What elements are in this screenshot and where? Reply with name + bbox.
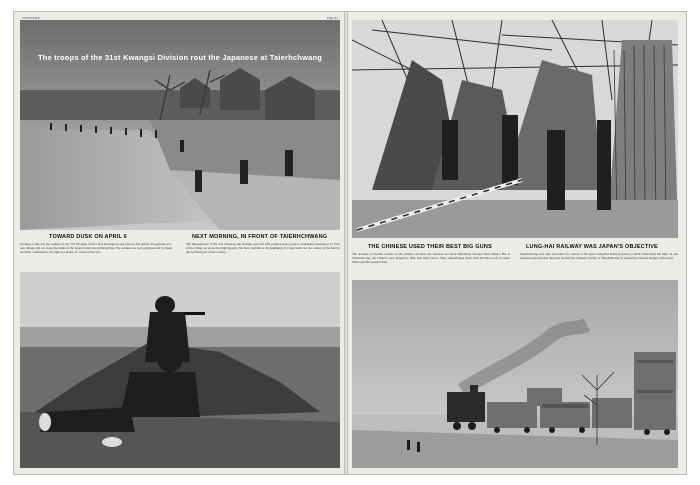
right-page: [348, 12, 686, 474]
left-page: [14, 12, 346, 474]
photo-big-guns: [352, 20, 678, 238]
caption-title-railway: LUNG-HAI RAILWAY WAS JAPAN'S OBJECTIVE: [526, 244, 658, 250]
photo-foxhole-soldiers: [20, 272, 340, 468]
magazine-spread: [14, 12, 686, 474]
caption-body-big-guns: The arsenals of modern warfare in the artillery and how the Japanese are more effectively stronger than China's. But at Taierhchwang, the Chinese were helped by their best field pieces. They camouflaged them with thatched roofs to make them look like peasant huts.: [352, 252, 510, 264]
folio-right: Page 61: [326, 16, 338, 20]
main-headline: The troops of the 31st Kwangsi Division rout the Japanese at Taierhchwang: [37, 53, 323, 62]
caption-title-big-guns: THE CHINESE USED THEIR BEST BIG GUNS: [368, 244, 492, 250]
photo-troops-canal: [20, 20, 340, 230]
folio-left: CONTINUED: [22, 16, 40, 20]
caption-body-next-morning: The Sharpshooter of the 31st Division, the machine gun and rifle position (below) have established themselves in front of the village on protective high ground. Not here, and this is the beginning of a long battle for the control of the field in the northern part of the country.: [186, 242, 340, 254]
caption-title-dusk: TOWARD DUSK ON APRIL 6: [49, 234, 127, 240]
caption-title-next-morning: NEXT MORNING, IN FRONT OF TAIERHCHWANG: [192, 234, 328, 240]
caption-body-railway: Taierhchwang was only one battle for control of the great Lung-Hai Railway (below) which China held. On May 14, the Japanese reported that they had reached the Chinese vicinity of Taierhchwang by shattering armored bridges with trucks.: [520, 252, 678, 260]
caption-body-dusk: Evening of this day the soldiers of the 31st Division of the crack Kwangsi troops (above) file quietly through the war-torn village and out along the banks of the Grand Canal toward firing line. The soldiers are well equipped and for them and their commanders the fight is a matter of course in the war.: [20, 242, 172, 254]
photo-armored-train: [352, 280, 678, 468]
